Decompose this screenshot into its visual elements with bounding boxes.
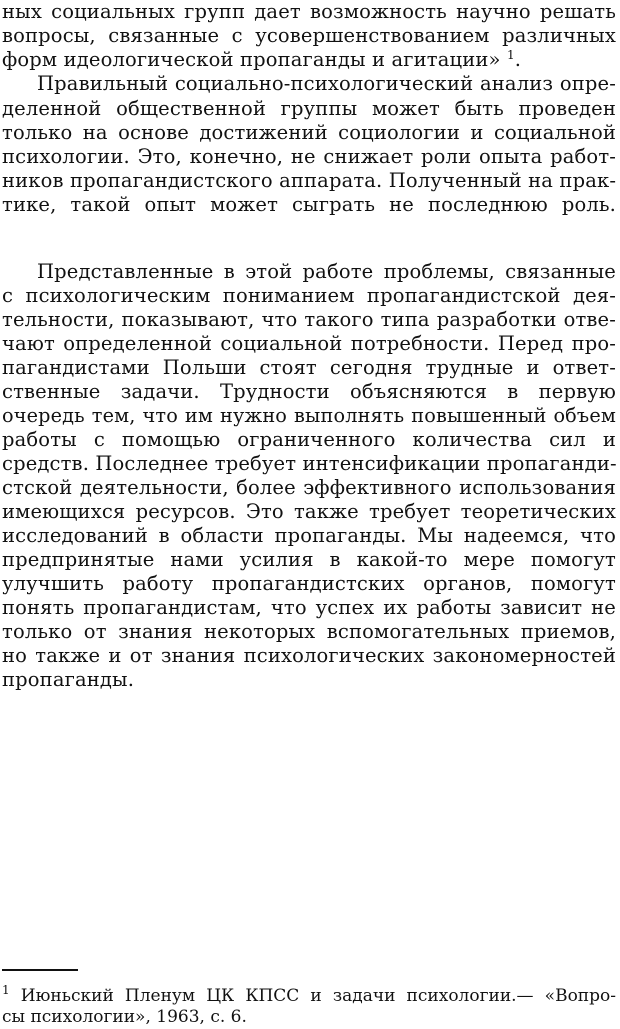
paragraph-3-line-1: Представленные в этой работе проблемы, связанные <box>37 260 616 283</box>
paragraph-2-line-3: только на основе достижений социологии и социальной <box>2 121 616 144</box>
paragraph-1-line-2: вопросы, связанные с усовершенствованием различных <box>2 24 616 47</box>
paragraph-3-line-5: пагандистами Польши стоят сегодня трудные и ответ- <box>2 356 616 379</box>
paragraph-3-line-8: работы с помощью ограниченного количества сил и <box>2 428 616 451</box>
footnote-reference: 1 <box>506 48 515 62</box>
paragraph-3-line-7: очередь тем, что им нужно выполнять повышенный объем <box>2 404 616 427</box>
paragraph-2-line-6: тике, такой опыт может сыграть не последнюю роль. <box>2 193 616 216</box>
paragraph-3-line-16: только от знания некоторых вспомогательных приемов, <box>2 620 616 643</box>
paragraph-1-line-3-text: форм идеологической пропаганды и агитации» <box>2 48 501 71</box>
paragraph-1-tail: . <box>514 48 522 71</box>
footnote-line-1 <box>2 985 616 1007</box>
footnote-marker: 1 <box>2 983 10 997</box>
paragraph-3-line-9: средств. Последнее требует интенсификации пропаганди- <box>2 452 617 475</box>
paragraph-3-line-2: с психологическим пониманием пропагандистской дея- <box>2 284 616 307</box>
paragraph-2-line-2: деленной общественной группы может быть проведен <box>2 97 616 120</box>
paragraph-2-line-4: психологии. Это, конечно, не снижает роли опыта работ- <box>2 145 616 168</box>
paragraph-3-line-6: ственные задачи. Трудности объясняются в первую <box>2 380 616 403</box>
paragraph-3-line-3: тельности, показывают, что такого типа разработки отве- <box>2 308 616 331</box>
paragraph-3-line-14: улучшить работу пропагандистских органов, помогут <box>2 572 616 595</box>
paragraph-3-line-17: но также и от знания психологических закономерностей <box>2 644 616 667</box>
paragraph-2-line-1: Правильный социально-психологический анализ опре- <box>37 72 616 95</box>
paragraph-2-line-5: ников пропагандистского аппарата. Полученный на прак- <box>2 169 617 192</box>
paragraph-3-line-10: стской деятельности, более эффективного использования <box>2 476 616 499</box>
paragraph-3-line-15: понять пропагандистам, что успех их работы зависит не <box>2 596 616 619</box>
paragraph-3-line-4: чают определенной социальной потребности. Перед про- <box>2 332 616 355</box>
paragraph-3-line-13: предпринятые нами усилия в какой-то мере помогут <box>2 548 616 571</box>
paragraph-3-line-11: имеющихся ресурсов. Это также требует теоретических <box>2 500 616 523</box>
footnote-separator <box>2 969 78 971</box>
paragraph-1-line-1: ных социальных групп дает возможность научно решать <box>2 0 616 23</box>
paragraph-3-line-18: пропаганды. <box>2 668 135 691</box>
paragraph-3-line-12: исследований в области пропаганды. Мы надеемся, что <box>2 524 616 547</box>
paragraph-1-line-3 <box>2 48 616 72</box>
footnote-line-2: сы психологии», 1963, с. 6. <box>2 1007 247 1027</box>
footnote-line-1-text: Июньский Пленум ЦК КПСС и задачи психологии.— «Вопро- <box>20 986 616 1006</box>
